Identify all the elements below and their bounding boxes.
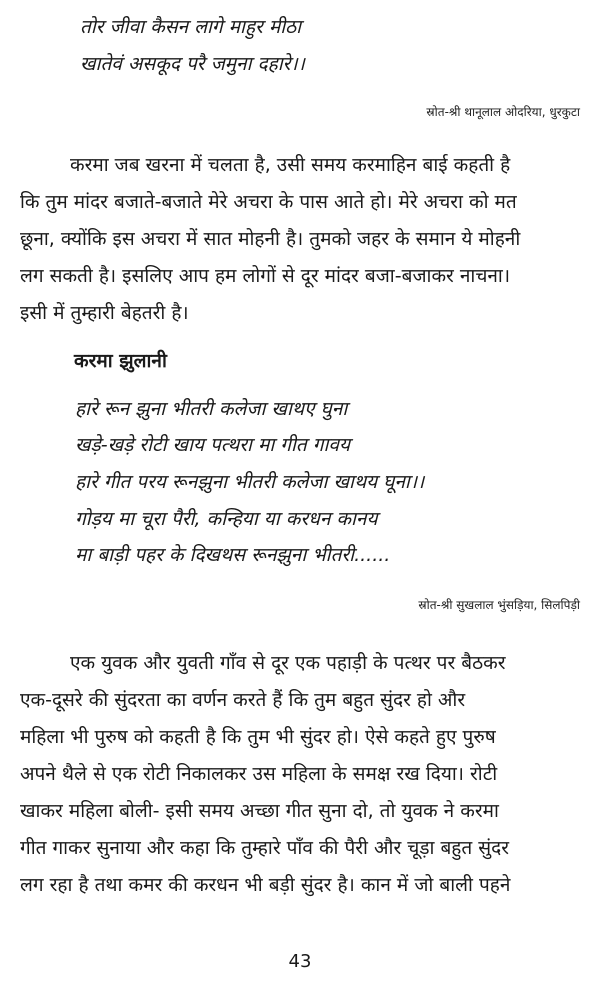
- paragraph-line: कि तुम मांदर बजाते-बजाते मेरे अचरा के पास आते हो। मेरे अचरा को मत: [20, 191, 517, 213]
- page-number: 43: [288, 951, 312, 972]
- paragraph-line: लग सकती है। इसलिए आप हम लोगों से दूर मांदर बजा-बजाकर नाचना।: [20, 265, 511, 287]
- source-citation: स्रोत-श्री थानूलाल ओदरिया, धुरकुटा: [426, 105, 580, 119]
- paragraph-line: छूना, क्योंकि इस अचरा में सात मोहनी है। तुमको जहर के समान ये मोहनी: [20, 228, 521, 250]
- paragraph-line: महिला भी पुरुष को कहती है कि तुम भी सुंदर हो। ऐसे कहते हुए पुरुष: [20, 726, 496, 748]
- paragraph-line: गीत गाकर सुनाया और कहा कि तुम्हारे पाँव की पैरी और चूड़ा बहुत सुंदर: [20, 837, 509, 859]
- paragraph-line: लग रहा है तथा कमर की करधन भी बड़ी सुंदर है। कान में जो बाली पहने: [20, 874, 511, 896]
- paragraph: [20, 147, 580, 332]
- paragraph: [20, 645, 580, 904]
- verse-line: हारे रून झुना भीतरी कलेजा खाथए घुना: [75, 398, 348, 420]
- verse-line: गोड़य मा चूरा पैरी, कन्हिया या करधन कानय: [75, 508, 378, 530]
- verse-line: तोर जीवा कैसन लागे माहुर मीठा: [80, 16, 302, 38]
- paragraph-line: एक-दूसरे की सुंदरता का वर्णन करते हैं कि तुम बहुत सुंदर हो और: [20, 689, 466, 711]
- paragraph-line: इसी में तुम्हारी बेहतरी है।: [20, 302, 189, 324]
- paragraph-line: करमा जब खरना में चलता है, उसी समय करमाहिन बाई कहती है: [70, 154, 511, 176]
- verse-line: खातेवं असकूद परै जमुना दहारे।।: [80, 53, 305, 75]
- verse-line: खड़े-खड़े रोटी खाय पत्थरा मा गीत गावय: [75, 434, 350, 456]
- section-heading: करमा झुलानी: [74, 350, 167, 372]
- paragraph-line: खाकर महिला बोली- इसी समय अच्छा गीत सुना दो, तो युवक ने करमा: [20, 800, 499, 822]
- source-citation: स्रोत-श्री सुखलाल भुंसड़िया, सिलपिड़ी: [418, 598, 580, 612]
- verse-line: मा बाड़ी पहर के दिखथस रूनझुना भीतरी......: [75, 544, 391, 566]
- verse-line: हारे गीत परय रूनझुना भीतरी कलेजा खाथय घूना।।: [75, 471, 425, 493]
- paragraph-line: एक युवक और युवती गाँव से दूर एक पहाड़ी के पत्थर पर बैठकर: [70, 652, 506, 674]
- paragraph-line: अपने थैले से एक रोटी निकालकर उस महिला के समक्ष रख दिया। रोटी: [20, 763, 498, 785]
